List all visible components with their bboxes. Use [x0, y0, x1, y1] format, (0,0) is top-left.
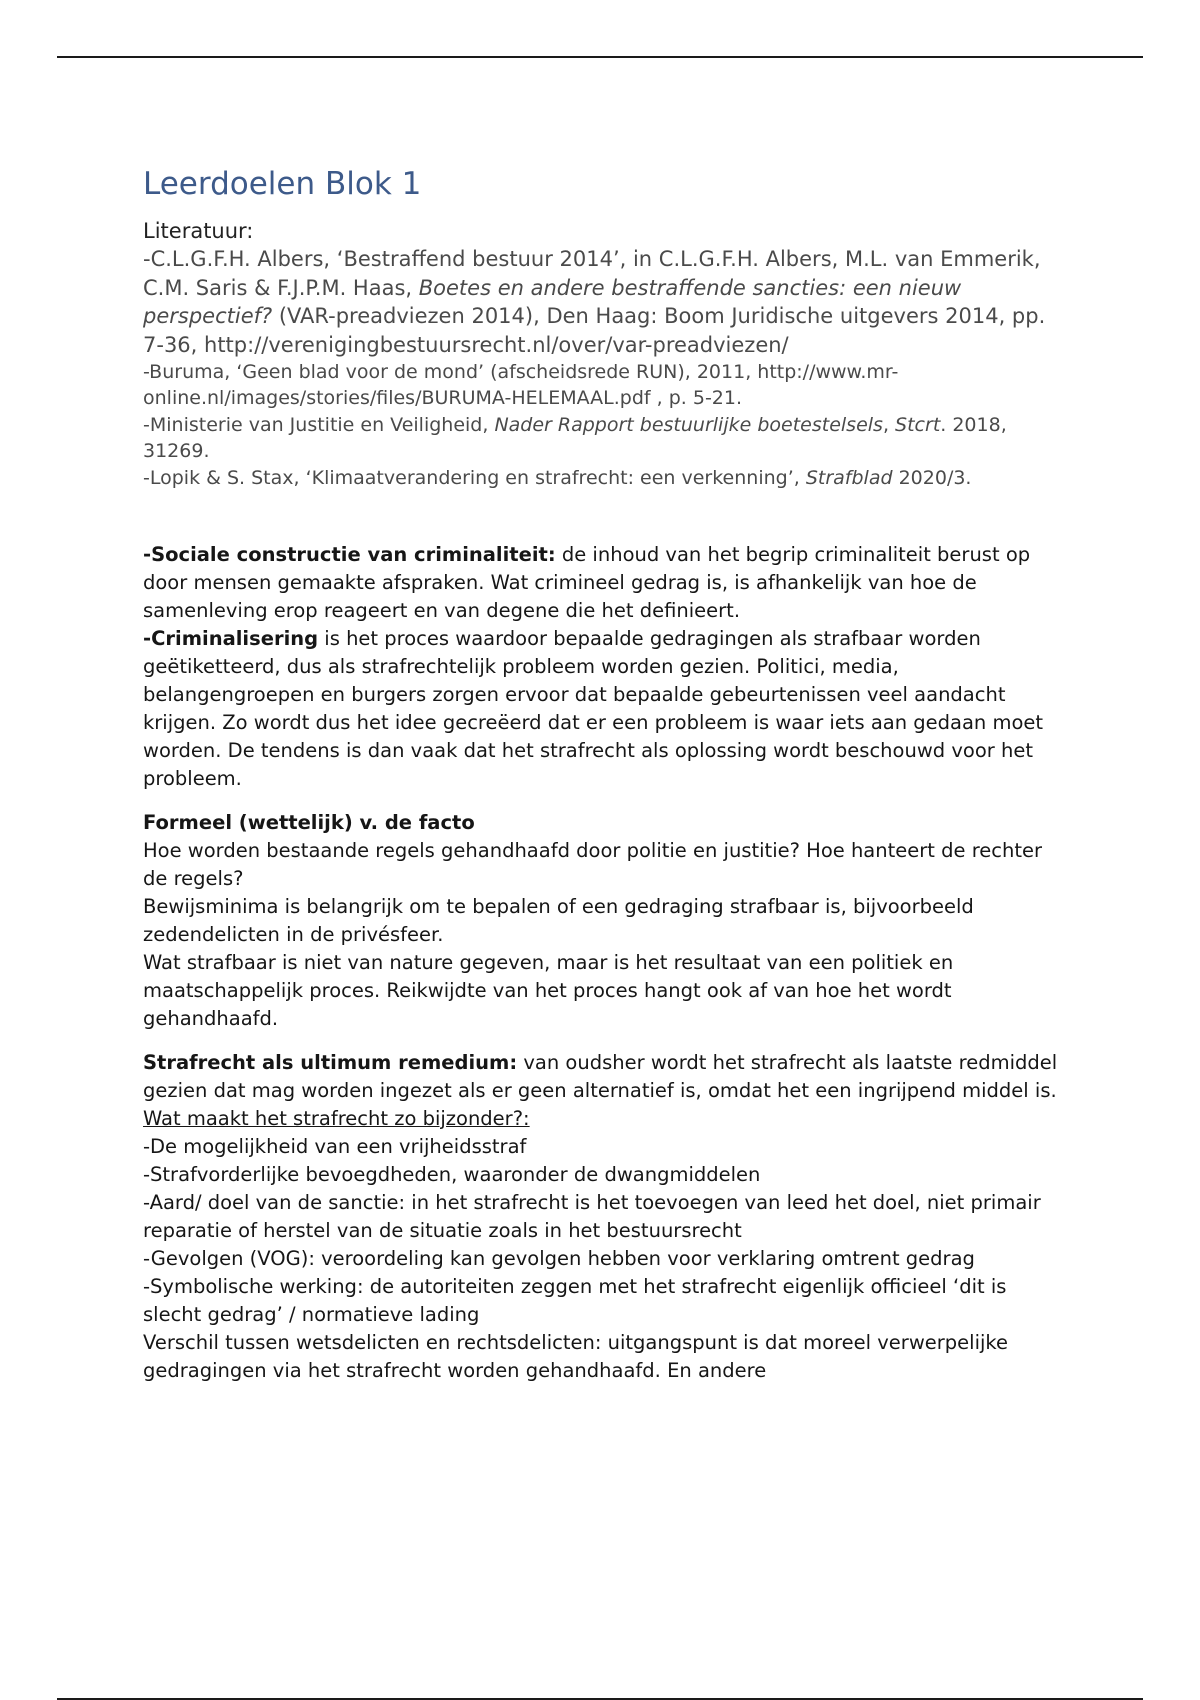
literature-ref-buruma: -Buruma, ‘Geen blad voor de mond’ (afscheidsrede RUN), 2011, http://www.mr-online.nl/images/stories/files/BURUMA-HELEMAAL.pdf , p. 5-21.	[143, 361, 899, 410]
section-sociale-constructie	[143, 541, 1068, 793]
paragraph-criminalisering: -Criminalisering is het proces waardoor bepaalde gedragingen als strafbaar worden geëtiketteerd, dus als strafrechtelijk probleem worden gezien. Politici, media, belangengroepen en burgers zorgen ervoor dat bepaalde gebeurtenissen veel aandacht krijgen. Zo wordt dus het idee gecreëerd dat er een probleem is waar iets aan gedaan moet worden. De tendens is dan vaak dat het strafrecht als oplossing wordt beschouwd voor het probleem.	[143, 627, 1044, 791]
list-item: -De mogelijkheid van een vrijheidsstraf	[143, 1135, 527, 1159]
literature-label: Literatuur:	[143, 219, 254, 243]
literature-ref-albers: -C.L.G.F.H. Albers, ‘Bestraffend bestuur 2014’, in C.L.G.F.H. Albers, M.L. van Emmerik, C.M. Saris & F.J.P.M. Haas, Boetes en andere bestraffende sancties: een nieuw perspectief? (VAR-preadviezen 2014), Den Haag: Boom Juridische uitgevers 2014, pp. 7-36, http://verenigingbestuursrecht.nl/over/var-preadviezen/	[143, 247, 1046, 357]
list-item: -Aard/ doel van de sanctie: in het strafrecht is het toevoegen van leed het doel, niet primair reparatie of herstel van de situatie zoals in het bestuursrecht	[143, 1191, 1041, 1243]
list-item: -Symbolische werking: de autoriteiten zeggen met het strafrecht eigenlijk officieel ‘dit is slecht gedrag’ / normatieve lading	[143, 1275, 1007, 1327]
question-heading: Wat maakt het strafrecht zo bijzonder?:	[143, 1107, 530, 1131]
section-ultimum-remedium	[143, 1049, 1068, 1385]
literature-ref-ministerie: -Ministerie van Justitie en Veiligheid, Nader Rapport bestuurlijke boetestelsels, Stcrt. 2018, 31269.	[143, 413, 1007, 463]
literature-section	[143, 217, 1068, 491]
list-item: -Gevolgen (VOG): veroordeling kan gevolgen hebben voor verklaring omtrent gedrag	[143, 1247, 975, 1271]
formeel-paragraph-3: Wat strafbaar is niet van nature gegeven, maar is het resultaat van een politiek en maatschappelijk proces. Reikwijdte van het proces hangt ook af van hoe het wordt gehandhaafd.	[143, 951, 954, 1031]
literature-ref-lopik: -Lopik & S. Stax, ‘Klimaatverandering en strafrecht: een verkenning’, Strafblad 2020/3.	[143, 466, 972, 489]
page-content	[143, 163, 1068, 1385]
section-formeel	[143, 809, 1068, 1033]
paragraph-wetsdelicten: Verschil tussen wetsdelicten en rechtsdelicten: uitgangspunt is dat moreel verwerpelijke gedragingen via het strafrecht worden gehandhaafd. En andere	[143, 1331, 1008, 1383]
paragraph-sociale-constructie: -Sociale constructie van criminaliteit: de inhoud van het begrip criminaliteit berust op door mensen gemaakte afspraken. Wat crimineel gedrag is, is afhankelijk van hoe de samenleving erop reageert en van degene die het definieert.	[143, 543, 1031, 623]
formeel-paragraph-1: Hoe worden bestaande regels gehandhaafd door politie en justitie? Hoe hanteert de rechter de regels?	[143, 839, 1043, 891]
header-rule	[57, 56, 1143, 58]
page-title: Leerdoelen Blok 1	[143, 166, 422, 202]
list-item: -Strafvorderlijke bevoegdheden, waaronder de dwangmiddelen	[143, 1163, 761, 1187]
formeel-paragraph-2: Bewijsminima is belangrijk om te bepalen of een gedraging strafbaar is, bijvoorbeeld zedendelicten in de privésfeer.	[143, 895, 974, 947]
paragraph-ultimum-remedium: Strafrecht als ultimum remedium: van oudsher wordt het strafrecht als laatste redmiddel gezien dat mag worden ingezet als er geen alternatief is, omdat het een ingrijpend middel is.	[143, 1051, 1058, 1103]
formeel-heading: Formeel (wettelijk) v. de facto	[143, 811, 475, 835]
